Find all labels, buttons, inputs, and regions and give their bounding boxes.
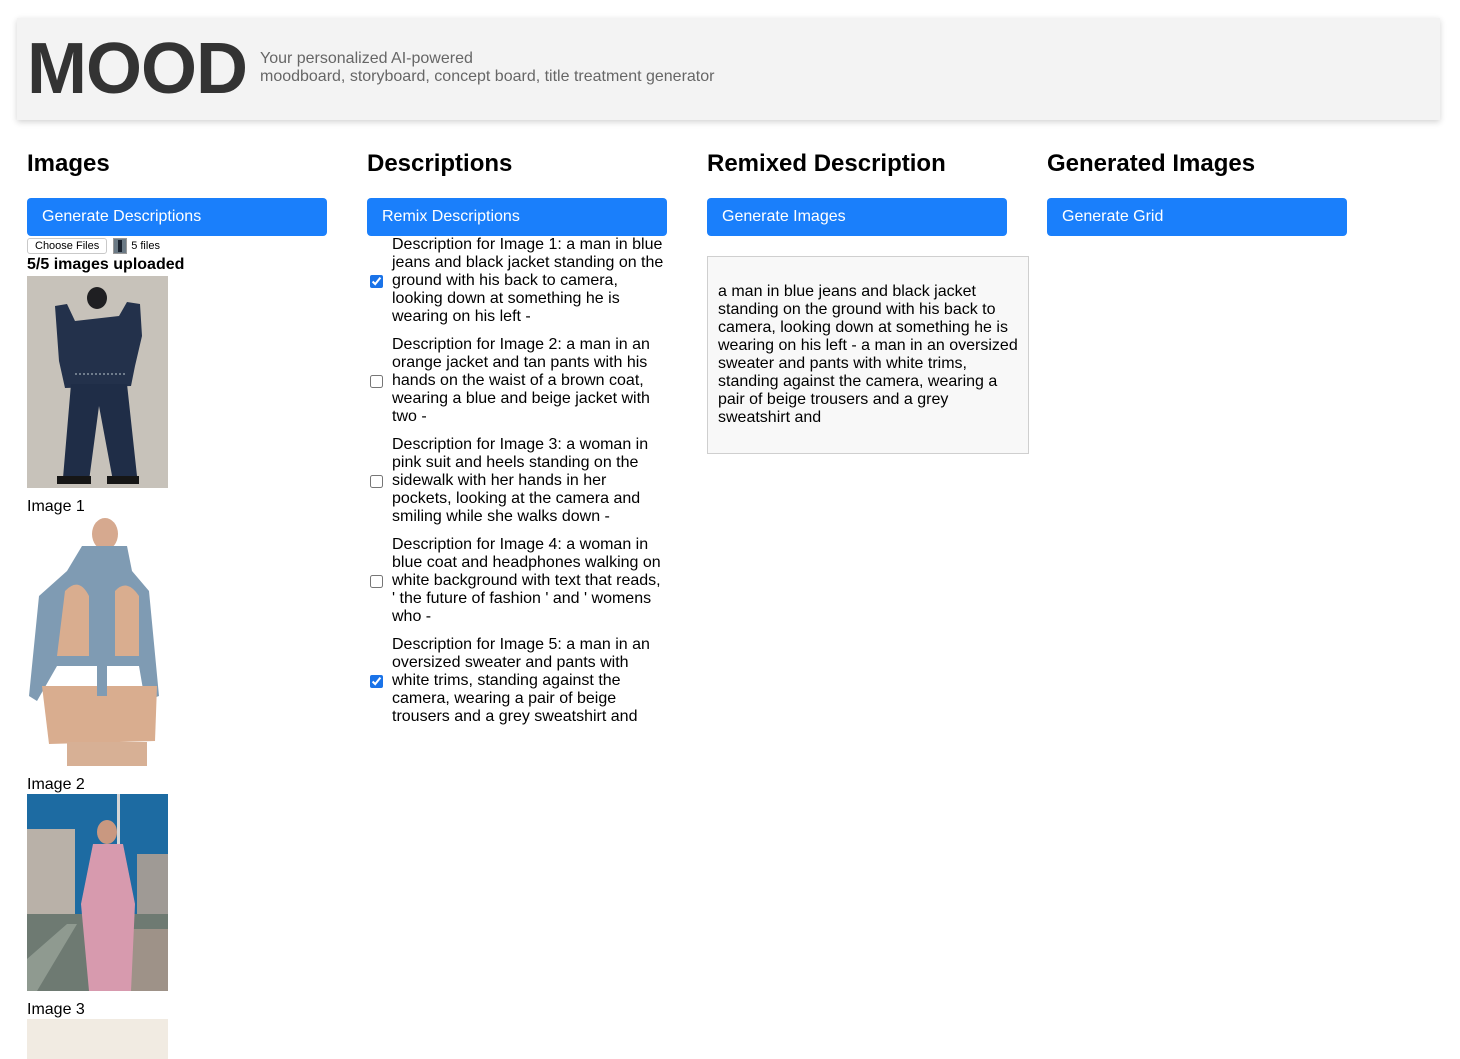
image-item xyxy=(27,794,327,1019)
images-heading: Images xyxy=(27,150,110,177)
remixed-heading: Remixed Description xyxy=(707,150,946,177)
generate-images-button[interactable]: Generate Images xyxy=(707,198,1007,236)
image-label: Image 2 xyxy=(27,776,85,793)
file-input[interactable] xyxy=(27,238,327,254)
image-item xyxy=(27,276,327,516)
tagline-line-2: moodboard, storyboard, concept board, title treatment generator xyxy=(259,68,715,85)
descriptions-column xyxy=(367,150,667,736)
image-label: Image 3 xyxy=(27,1001,85,1018)
descriptions-list xyxy=(367,236,667,726)
description-checkbox-5[interactable] xyxy=(370,675,383,688)
description-checkbox-2[interactable] xyxy=(370,375,383,388)
tagline-line-1: Your personalized AI-powered xyxy=(259,50,473,67)
app-tagline xyxy=(260,50,714,86)
uploaded-image-2 xyxy=(27,516,168,766)
upload-status: 5/5 images uploaded xyxy=(27,256,185,273)
file-count: 5 files xyxy=(131,240,160,252)
app-logo: MOOD xyxy=(27,29,247,109)
description-item-5[interactable] xyxy=(367,636,667,726)
description-item-3[interactable] xyxy=(367,436,667,526)
description-item-4[interactable] xyxy=(367,536,667,626)
description-item-1[interactable] xyxy=(367,236,667,326)
generate-descriptions-button[interactable]: Generate Descriptions xyxy=(27,198,327,236)
description-text: Description for Image 2: a man in an orange jacket and tan pants with his hands on the waist of a brown coat, wearing a blue and beige jacket with two - xyxy=(392,336,650,425)
remix-descriptions-button[interactable]: Remix Descriptions xyxy=(367,198,667,236)
image-item xyxy=(27,1019,327,1059)
uploaded-image-1 xyxy=(27,276,168,488)
description-item-2[interactable] xyxy=(367,336,667,426)
description-checkbox-1[interactable] xyxy=(370,275,383,288)
description-checkbox-4[interactable] xyxy=(370,575,383,588)
generate-grid-button[interactable]: Generate Grid xyxy=(1047,198,1347,236)
remixed-description-box: a man in blue jeans and black jacket standing on the ground with his back to camera, looking down at something he is wearing on his left - a man in an oversized sweater and pants with white trims, standing against the camera, wearing a pair of beige trousers and a grey sweatshirt and xyxy=(707,256,1029,454)
generated-column xyxy=(1047,150,1347,236)
description-text: Description for Image 5: a man in an oversized sweater and pants with white trims, standing against the camera, wearing a pair of beige trousers and a grey sweatshirt and xyxy=(392,636,650,725)
uploaded-image-4 xyxy=(27,1019,168,1059)
app-header xyxy=(17,18,1440,120)
images-column xyxy=(27,150,327,1059)
descriptions-heading: Descriptions xyxy=(367,150,513,177)
description-checkbox-3[interactable] xyxy=(370,475,383,488)
description-text: Description for Image 1: a man in blue jeans and black jacket standing on the ground with his back to camera, looking down at something he is wearing on his left - xyxy=(392,236,664,325)
description-text: Description for Image 4: a woman in blue coat and headphones walking on white background with text that reads, ' the future of fashion ' and ' womens who - xyxy=(392,536,661,625)
image-item xyxy=(27,516,327,794)
remixed-column xyxy=(707,150,1018,454)
generated-heading: Generated Images xyxy=(1047,150,1256,177)
file-thumbnail-icon xyxy=(113,238,127,254)
choose-files-button[interactable]: Choose Files xyxy=(27,238,107,254)
image-label: Image 1 xyxy=(27,498,85,515)
uploaded-image-3 xyxy=(27,794,168,991)
description-text: Description for Image 3: a woman in pink suit and heels standing on the sidewalk with her hands in her pockets, looking at the camera and smiling while she walks down - xyxy=(392,436,649,525)
